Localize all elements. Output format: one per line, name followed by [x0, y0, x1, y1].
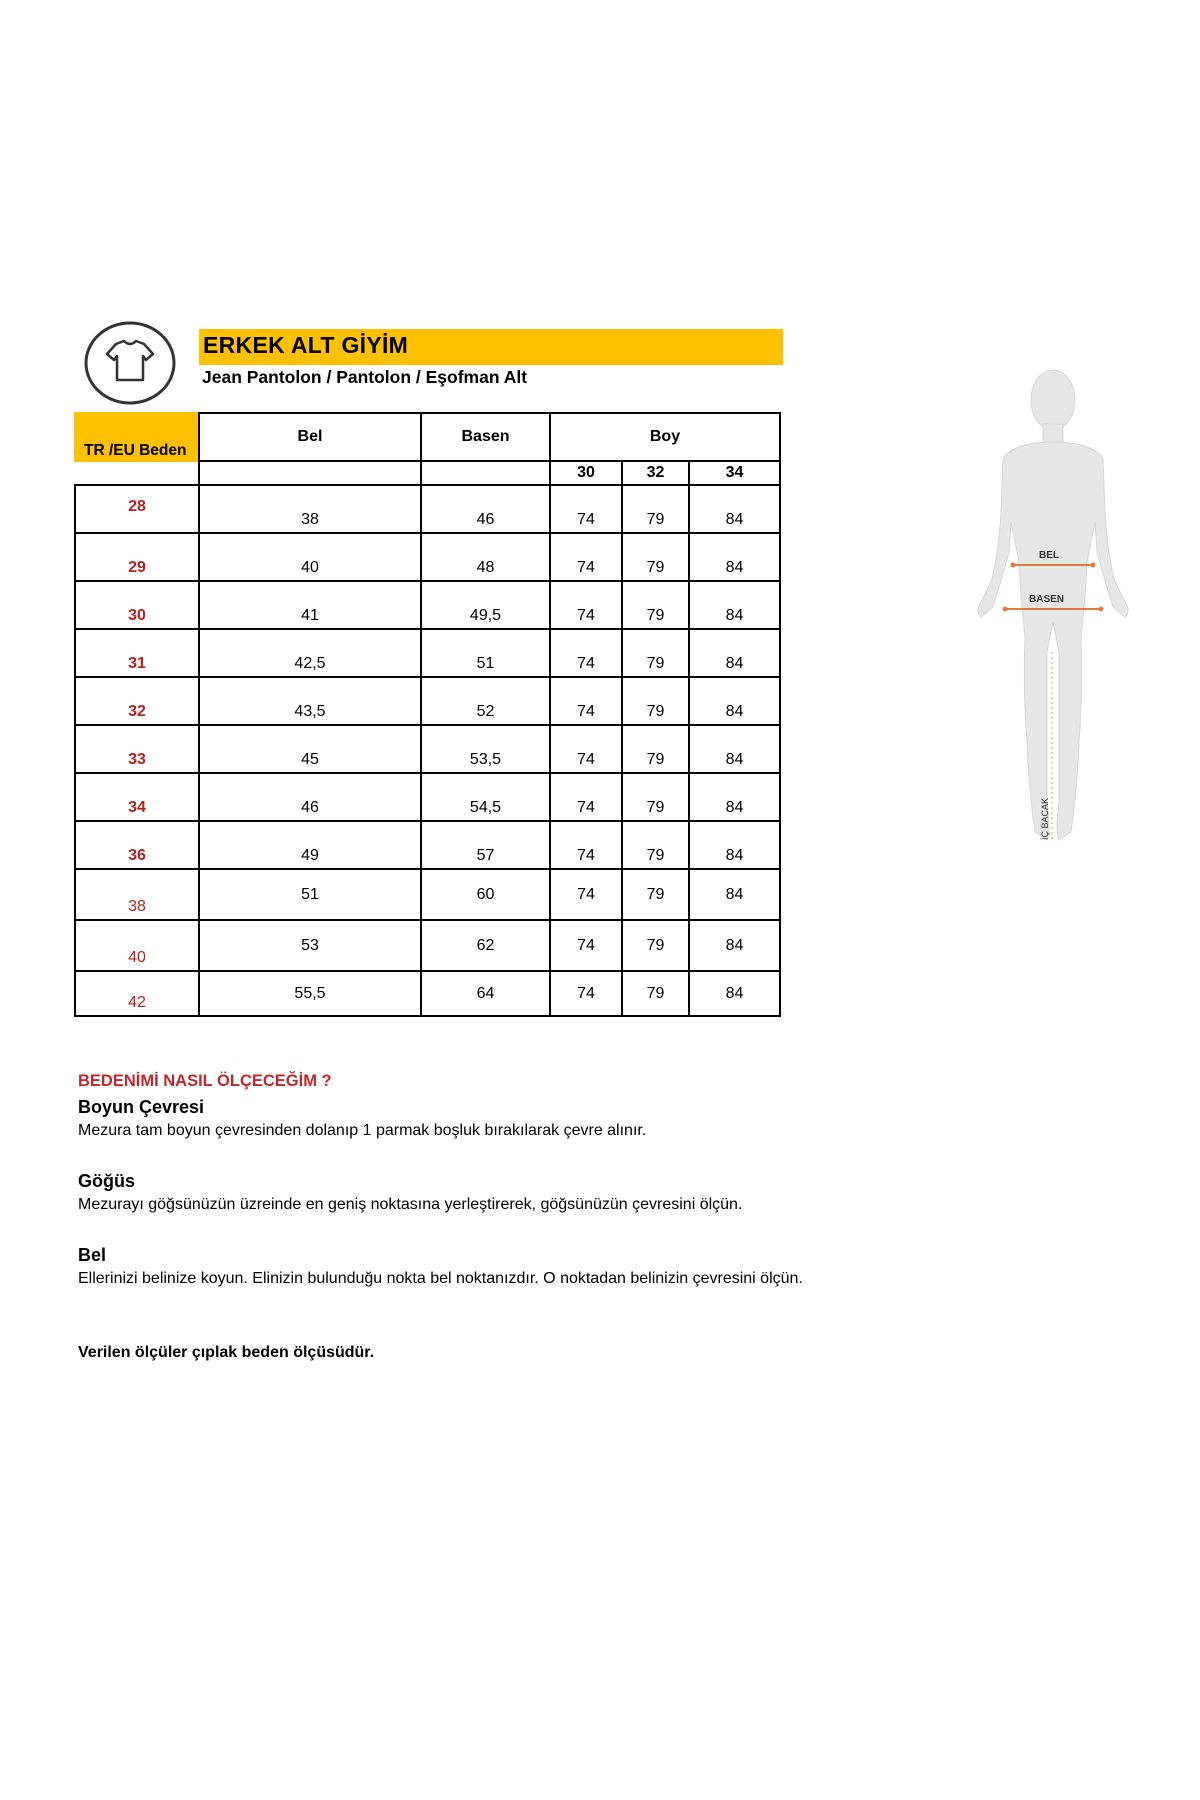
- basen-cell: 53,5: [421, 725, 550, 773]
- boy32-cell: 79: [622, 677, 689, 725]
- basen-cell: 60: [421, 869, 550, 920]
- size-cell: 31: [75, 629, 199, 677]
- figure-label-bel: BEL: [1039, 550, 1059, 561]
- boy30-cell: 74: [550, 920, 622, 971]
- boy30-cell: 74: [550, 533, 622, 581]
- guide-title-gogus: Göğüs: [78, 1171, 135, 1191]
- boy32-cell: 79: [622, 773, 689, 821]
- size-cell: 28: [75, 485, 199, 533]
- boy32-cell: 79: [622, 485, 689, 533]
- basen-cell: 57: [421, 821, 550, 869]
- size-cell: 38: [75, 869, 199, 920]
- bel-cell: 43,5: [199, 677, 421, 725]
- bel-cell: 55,5: [199, 971, 421, 1016]
- bel-cell: 42,5: [199, 629, 421, 677]
- boy32-cell: 79: [622, 533, 689, 581]
- table-row: [75, 629, 780, 677]
- table-row: [75, 773, 780, 821]
- boy34-cell: 84: [689, 629, 780, 677]
- bel-cell: 49: [199, 821, 421, 869]
- boy34-cell: 84: [689, 920, 780, 971]
- basen-cell: 64: [421, 971, 550, 1016]
- size-cell: 34: [75, 773, 199, 821]
- figure-label-ic-bacak: İÇ BACAK: [1040, 797, 1050, 840]
- page-title: ERKEK ALT GİYİM: [203, 332, 409, 358]
- boy30-cell: 74: [550, 581, 622, 629]
- guide-title-bel: Bel: [78, 1245, 107, 1265]
- boy30-cell: 74: [550, 677, 622, 725]
- size-cell: 40: [75, 920, 199, 971]
- table-row: [75, 821, 780, 869]
- boy32-cell: 79: [622, 971, 689, 1016]
- boy32-cell: 79: [622, 920, 689, 971]
- guide-text-bel: Ellerinizi belinize koyun. Elinizin bulunduğu nokta bel noktanızdır. O noktadan belinizin çevresini ölçün.: [78, 1270, 803, 1287]
- bel-cell: 45: [199, 725, 421, 773]
- boy34-cell: 84: [689, 485, 780, 533]
- bel-cell: 46: [199, 773, 421, 821]
- bel-cell: 38: [199, 485, 421, 533]
- boy30-cell: 74: [550, 485, 622, 533]
- size-cell: 32: [75, 677, 199, 725]
- basen-cell: 48: [421, 533, 550, 581]
- size-cell: 42: [75, 971, 199, 1016]
- boy34-cell: 84: [689, 821, 780, 869]
- size-cell: 30: [75, 581, 199, 629]
- size-cell: 33: [75, 725, 199, 773]
- boy34-cell: 84: [689, 725, 780, 773]
- bel-cell: 41: [199, 581, 421, 629]
- boy-sub-34: 34: [689, 461, 780, 485]
- table-row: [75, 533, 780, 581]
- size-header-spacer: [75, 413, 199, 485]
- table-row: [75, 920, 780, 971]
- tshirt-icon: [83, 320, 177, 406]
- col-boy-header: Boy: [550, 413, 780, 461]
- boy32-cell: 79: [622, 869, 689, 920]
- table-row: [75, 869, 780, 920]
- basen-cell: 62: [421, 920, 550, 971]
- boy32-cell: 79: [622, 725, 689, 773]
- boy34-cell: 84: [689, 971, 780, 1016]
- basen-cell: 49,5: [421, 581, 550, 629]
- table-row: [75, 677, 780, 725]
- bel-cell: 53: [199, 920, 421, 971]
- boy-sub-32: 32: [622, 461, 689, 485]
- size-cell: 36: [75, 821, 199, 869]
- table-row: [75, 971, 780, 1016]
- bel-cell: 51: [199, 869, 421, 920]
- guide-title-boyun: Boyun Çevresi: [78, 1097, 205, 1117]
- boy34-cell: 84: [689, 869, 780, 920]
- page-subtitle: Jean Pantolon / Pantolon / Eşofman Alt: [202, 367, 528, 387]
- boy32-cell: 79: [622, 581, 689, 629]
- table-row: [75, 485, 780, 533]
- table-row: [75, 725, 780, 773]
- body-measure-figure: [955, 362, 1155, 872]
- boy30-cell: 74: [550, 725, 622, 773]
- size-header-label: TR /EU Beden: [84, 442, 187, 459]
- boy32-cell: 79: [622, 821, 689, 869]
- boy30-cell: 74: [550, 971, 622, 1016]
- guide-text-gogus: Mezurayı göğsünüzün üzreinde en geniş noktasına yerleştirerek, göğsünüzün çevresini ölçün.: [78, 1196, 743, 1213]
- boy30-cell: 74: [550, 869, 622, 920]
- col-basen-header: Basen: [421, 413, 550, 461]
- basen-cell: 54,5: [421, 773, 550, 821]
- boy34-cell: 84: [689, 533, 780, 581]
- guide-text-boyun: Mezura tam boyun çevresinden dolanıp 1 parmak boşluk bırakılarak çevre alınır.: [78, 1122, 647, 1139]
- figure-label-basen: BASEN: [1029, 594, 1065, 605]
- basen-cell: 51: [421, 629, 550, 677]
- table-row: [75, 581, 780, 629]
- measure-question: BEDENİMİ NASIL ÖLÇECEĞİM ?: [78, 1072, 332, 1090]
- basen-cell: 52: [421, 677, 550, 725]
- size-table: [74, 412, 781, 1017]
- bel-cell: 40: [199, 533, 421, 581]
- boy32-cell: 79: [622, 629, 689, 677]
- table-header-row: [75, 413, 780, 461]
- bel-sub-empty: [199, 461, 421, 485]
- boy-sub-30: 30: [550, 461, 622, 485]
- boy30-cell: 74: [550, 821, 622, 869]
- boy34-cell: 84: [689, 581, 780, 629]
- basen-cell: 46: [421, 485, 550, 533]
- boy34-cell: 84: [689, 677, 780, 725]
- size-cell: 29: [75, 533, 199, 581]
- boy30-cell: 74: [550, 773, 622, 821]
- boy34-cell: 84: [689, 773, 780, 821]
- measure-note: Verilen ölçüler çıplak beden ölçüsüdür.: [78, 1344, 375, 1361]
- basen-sub-empty: [421, 461, 550, 485]
- col-bel-header: Bel: [199, 413, 421, 461]
- boy30-cell: 74: [550, 629, 622, 677]
- title-bar: [199, 329, 783, 365]
